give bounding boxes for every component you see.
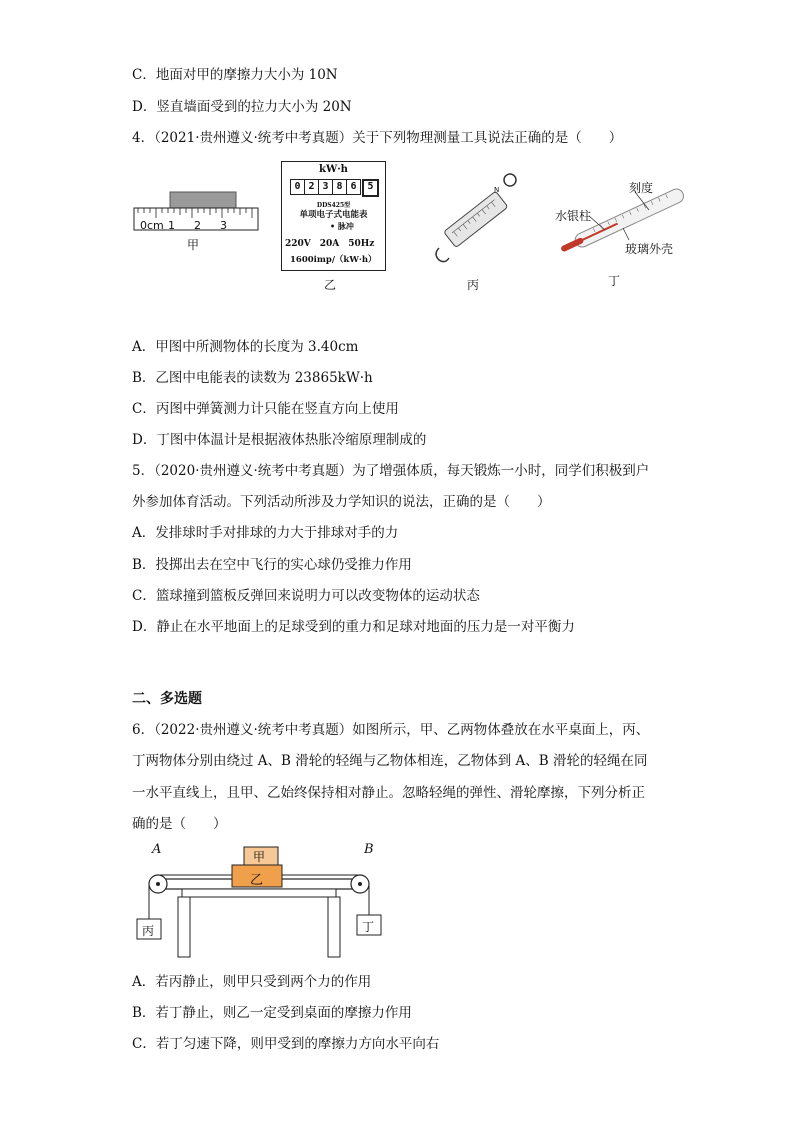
- q4-option-a: A．甲图中所测物体的长度为 3.40cm: [132, 339, 359, 355]
- q6-option-b: B．若丁静止，则乙一定受到桌面的摩擦力作用: [132, 1005, 412, 1021]
- meter-unit: kW·h: [319, 164, 348, 175]
- q6-stem-line3: 一水平直线上，且甲、乙始终保持相对静止。忽略轻绳的弹性、滑轮摩擦，下列分析正: [132, 785, 645, 801]
- meter-digits: [290, 179, 379, 197]
- label-mercury: 水银柱: [555, 209, 592, 223]
- q5-option-a: A．发排球时手对排球的力大于排球对手的力: [132, 525, 399, 541]
- meter-pulse: • 脉冲: [330, 221, 354, 231]
- ruler-tick-1: 1: [168, 219, 175, 232]
- meter-digit: 8: [333, 179, 347, 195]
- q3-option-d: D．竖直墙面受到的拉力大小为 20N: [132, 99, 352, 115]
- ruler-tick-2: 2: [194, 219, 201, 232]
- meter-digit-decimal: 5: [362, 179, 379, 197]
- label-block-bing: 丙: [142, 924, 155, 938]
- q6-stem-line2: 丁两物体分别由绕过 A、B 滑轮的轻绳与乙物体相连，乙物体到 A、B 滑轮的轻绳在同: [132, 753, 648, 769]
- table-leg-right: [328, 897, 340, 957]
- scale-hook: [436, 248, 449, 262]
- table-leg-left: [178, 897, 190, 957]
- label-scale: 刻度: [629, 181, 654, 195]
- q5-stem-line1: 5．（2020·贵州遵义·统考中考真题）为了增强体质，每天锻炼一小时，同学们积极到户: [132, 463, 650, 479]
- q4-figure-thermometer: [553, 176, 693, 266]
- q4-option-b: B．乙图中电能表的读数为 23865kW·h: [132, 370, 373, 386]
- ruler-tick-0: 0cm: [140, 219, 164, 232]
- q6-figure-pulley-table: [134, 843, 384, 961]
- measured-object: [170, 192, 236, 210]
- q4-stem: 4．（2021·贵州遵义·统考中考真题）关于下列物理测量工具说法正确的是（ ）: [132, 130, 623, 146]
- label-pulley-a: A: [152, 842, 162, 857]
- q4-figure-spring-scale: [425, 170, 525, 270]
- q5-option-c: C．篮球撞到篮板反弹回来说明力可以改变物体的运动状态: [132, 588, 480, 604]
- q4-option-d: D．丁图中体温计是根据液体热胀冷缩原理制成的: [132, 432, 427, 448]
- meter-digit: 2: [305, 179, 319, 195]
- spring-scale-figure: [425, 170, 525, 270]
- q3-option-c: C．地面对甲的摩擦力大小为 10N: [132, 67, 338, 83]
- q6-stem-line4: 确的是（ ）: [132, 816, 227, 832]
- meter-imp: 1600imp/（kW·h）: [290, 255, 377, 265]
- label-block-ding: 丁: [362, 920, 375, 934]
- label-pulley-b: B: [364, 842, 374, 857]
- meter-digit: 3: [319, 179, 333, 195]
- table-frame: [182, 889, 336, 897]
- scale-body: [444, 191, 508, 247]
- q4-figure-meter: [281, 161, 386, 271]
- label-shell: 玻璃外壳: [625, 242, 674, 256]
- ruler-tick-3: 3: [220, 219, 227, 232]
- caption-bing: 丙: [467, 278, 480, 292]
- meter-digit: 0: [290, 179, 305, 195]
- leader-shell: [623, 228, 629, 240]
- q5-stem-line2: 外参加体育活动。下列活动所涉及力学知识的说法，正确的是（ ）: [132, 494, 551, 510]
- q5-option-b: B．投掷出去在空中飞行的实心球仍受推力作用: [132, 557, 412, 573]
- scale-unit-n: N: [494, 186, 500, 194]
- caption-ding: 丁: [608, 274, 621, 288]
- scale-top-ring: [504, 174, 516, 186]
- label-block-yi: 乙: [250, 873, 264, 888]
- q6-stem-line1: 6．（2022·贵州遵义·统考中考真题）如图所示，甲、乙两物体叠放在水平桌面上，丙、: [132, 722, 650, 738]
- meter-model: DDS425型: [316, 202, 351, 209]
- caption-jia: 甲: [187, 238, 200, 252]
- meter-name: 单项电子式电能表: [299, 210, 368, 220]
- label-block-jia: 甲: [253, 850, 266, 864]
- q5-option-d: D．静止在水平地面上的足球受到的重力和足球对地面的压力是一对平衡力: [132, 619, 575, 635]
- q4-option-c: C．丙图中弹簧测力计只能在竖直方向上使用: [132, 401, 399, 417]
- q6-option-a: A．若丙静止，则甲只受到两个力的作用: [132, 974, 372, 990]
- caption-yi: 乙: [324, 278, 337, 292]
- meter-spec: 220V 20A 50Hz: [285, 239, 375, 249]
- section-title: 二、多选题: [132, 691, 202, 707]
- meter-digit: 6: [347, 179, 361, 195]
- q4-figure-ruler: [132, 190, 262, 250]
- q6-option-c: C．若丁匀速下降，则甲受到的摩擦力方向水平向右: [132, 1036, 440, 1052]
